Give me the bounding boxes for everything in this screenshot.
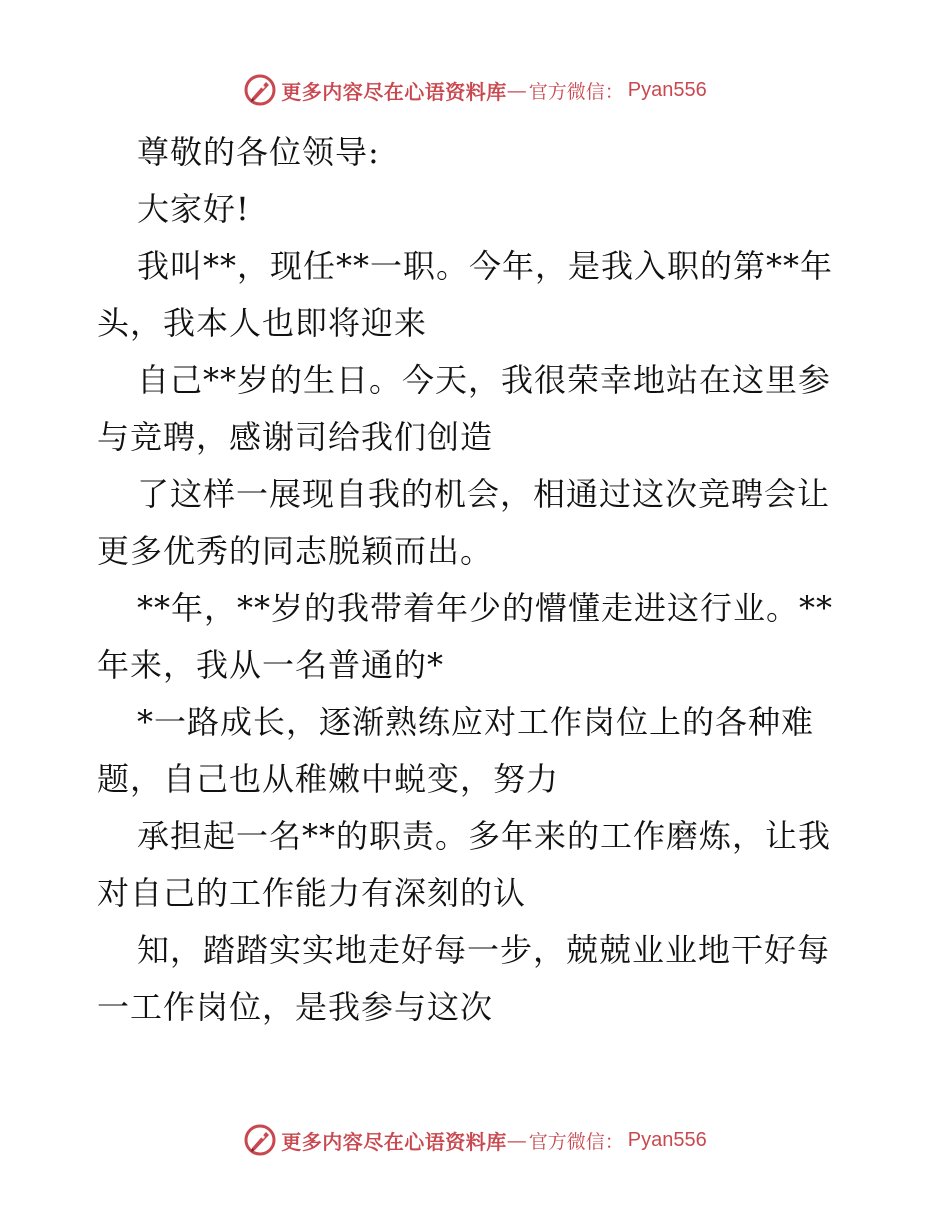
header-banner [0, 70, 950, 110]
text-line: 了这样一展现自我的机会，相通过这次竞聘会让 [137, 475, 831, 513]
text-line: 更多优秀的同志脱颖而出。 [97, 532, 494, 570]
speech-body [97, 124, 857, 1036]
text-line: 与竞聘，感谢司给我们创造 [97, 418, 494, 456]
text-line: 对自己的工作能力有深刻的认 [97, 874, 527, 912]
text-line: 大家好! [137, 190, 250, 228]
text-line: 年来，我从一名普通的* [97, 646, 445, 684]
text-line: *一路成长，逐渐熟练应对工作岗位上的各种难 [137, 703, 815, 741]
footer-banner [0, 1120, 950, 1160]
text-line: 承担起一名**的职责。多年来的工作磨炼，让我 [137, 817, 832, 855]
text-line: **年，**岁的我带着年少的懵懂走进这行业。** [137, 589, 834, 627]
text-line: 题，自己也从稚嫩中蜕变，努力 [97, 760, 560, 798]
header-wechat-id: Pyan556 [627, 78, 707, 101]
text-line: 自己**岁的生日。今天，我很荣幸地站在这里参 [137, 361, 832, 399]
header-wechat-label: 官方微信： [528, 80, 624, 103]
footer-banner-separator: — [506, 1128, 527, 1152]
header-banner-separator: — [506, 78, 527, 102]
quill-pen-circle-icon [243, 73, 277, 107]
footer-banner-text: 更多内容尽在心语资料库 [281, 1129, 507, 1154]
text-line: 一工作岗位，是我参与这次 [97, 988, 494, 1026]
quill-pen-circle-icon [243, 1123, 277, 1157]
text-line: 我叫**，现任**一职。今年，是我入职的第**年 [137, 247, 834, 285]
text-line: 头，我本人也即将迎来 [97, 304, 428, 342]
header-banner-text: 更多内容尽在心语资料库 [281, 79, 507, 104]
text-line: 知，踏踏实实地走好每一步，兢兢业业地干好每 [137, 931, 831, 969]
footer-wechat-id: Pyan556 [627, 1128, 707, 1151]
footer-wechat-label: 官方微信： [528, 1130, 624, 1153]
text-line: 尊敬的各位领导: [137, 133, 380, 171]
